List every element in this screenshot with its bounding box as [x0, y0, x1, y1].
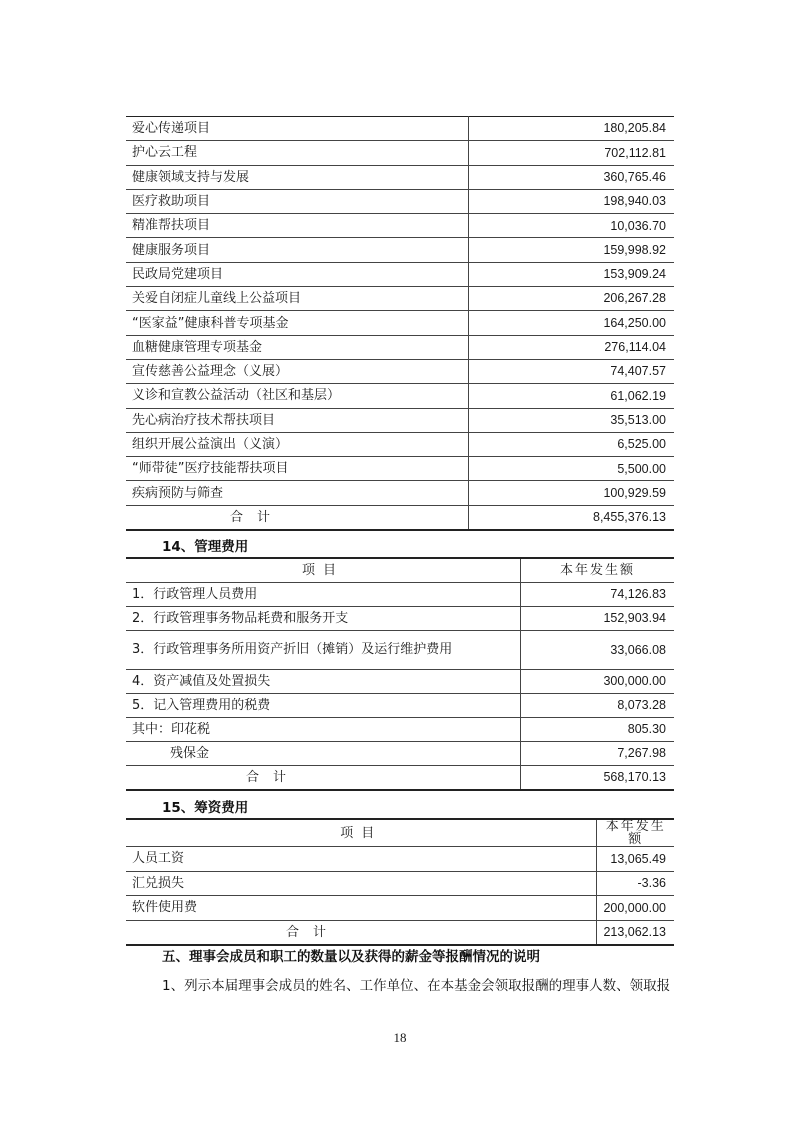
- row-amount: 35,513.00: [469, 408, 675, 432]
- row-amount: 74,407.57: [469, 359, 675, 383]
- total-amount: 213,062.13: [597, 920, 674, 945]
- row-label: “医家益”健康科普专项基金: [126, 311, 469, 335]
- row-amount: 180,205.84: [469, 117, 675, 141]
- row-amount: 805.30: [521, 718, 675, 742]
- header-item: 项目: [126, 558, 521, 583]
- row-label: 民政局党建项目: [126, 262, 469, 286]
- table-row: [126, 359, 674, 383]
- table-row: [126, 583, 674, 607]
- table-row: [126, 141, 674, 165]
- page-number: 18: [393, 1030, 407, 1045]
- table-row: [126, 607, 674, 631]
- row-label: 宣传慈善公益理念（义展）: [126, 359, 469, 383]
- row-label: 组织开展公益演出（义演）: [126, 432, 469, 456]
- row-amount: 5,500.00: [469, 457, 675, 481]
- row-amount: 164,250.00: [469, 311, 675, 335]
- row-label: 其中：印花税: [126, 718, 521, 742]
- section-15-title: 15、筹资费用: [162, 800, 249, 816]
- table-row: [126, 384, 674, 408]
- row-amount: 198,940.03: [469, 189, 675, 213]
- row-label: 疾病预防与筛查: [126, 481, 469, 505]
- table-row: [126, 408, 674, 432]
- total-label: 合计: [126, 766, 521, 791]
- row-label: 血糖健康管理专项基金: [126, 335, 469, 359]
- table-row: [126, 631, 674, 670]
- row-label: 汇兑损失: [126, 871, 597, 896]
- total-label: 合计: [126, 920, 597, 945]
- row-label: 护心云工程: [126, 141, 469, 165]
- row-label: 健康服务项目: [126, 238, 469, 262]
- header-amount: 本年发生额: [521, 558, 675, 583]
- row-label: 软件使用费: [126, 896, 597, 921]
- fundraising-expense-table: [126, 818, 674, 946]
- management-expense-table: [126, 557, 674, 791]
- table-row: [126, 165, 674, 189]
- section-5-paragraph: 1、列示本届理事会成员的姓名、工作单位、在本基金会领取报酬的理事人数、领取报: [162, 978, 671, 994]
- table-row: [126, 287, 674, 311]
- table-row: [126, 117, 674, 141]
- row-amount: 200,000.00: [597, 896, 674, 921]
- row-amount: 702,112.81: [469, 141, 675, 165]
- row-label: 医疗救助项目: [126, 189, 469, 213]
- row-label: 健康领域支持与发展: [126, 165, 469, 189]
- row-label: 人员工资: [126, 847, 597, 872]
- table-row: [126, 742, 674, 766]
- row-amount: 8,073.28: [521, 694, 675, 718]
- total-row: [126, 766, 674, 791]
- row-amount: -3.36: [597, 871, 674, 896]
- row-amount: 10,036.70: [469, 214, 675, 238]
- section-14-title: 14、管理费用: [162, 539, 249, 555]
- table-header-row: [126, 819, 674, 847]
- total-row: [126, 505, 674, 530]
- table-row: [126, 262, 674, 286]
- row-amount: 276,114.04: [469, 335, 675, 359]
- row-amount: 100,929.59: [469, 481, 675, 505]
- section-5-title: 五、理事会成员和职工的数量以及获得的薪金等报酬情况的说明: [162, 949, 540, 965]
- row-amount: 7,267.98: [521, 742, 675, 766]
- row-amount: 300,000.00: [521, 670, 675, 694]
- table-row: [126, 694, 674, 718]
- table-row: [126, 670, 674, 694]
- row-label: 义诊和宣教公益活动（社区和基层）: [126, 384, 469, 408]
- header-amount: 本年发生额: [597, 819, 674, 847]
- row-label: 2．行政管理事务物品耗费和服务开支: [126, 607, 521, 631]
- table-row: [126, 238, 674, 262]
- total-label: 合计: [126, 505, 469, 530]
- row-amount: 61,062.19: [469, 384, 675, 408]
- row-label: 3．行政管理事务所用资产折旧（摊销）及运行维护费用: [126, 631, 521, 670]
- table-row: [126, 718, 674, 742]
- row-amount: 206,267.28: [469, 287, 675, 311]
- table-row: [126, 457, 674, 481]
- project-expense-table: [126, 116, 674, 531]
- row-amount: 74,126.83: [521, 583, 675, 607]
- table-row: [126, 335, 674, 359]
- header-item: 项目: [126, 819, 597, 847]
- table-row: [126, 311, 674, 335]
- row-label: 5．记入管理费用的税费: [126, 694, 521, 718]
- row-label: 先心病治疗技术帮扶项目: [126, 408, 469, 432]
- table-row: [126, 189, 674, 213]
- row-label: 1．行政管理人员费用: [126, 583, 521, 607]
- row-label: 精准帮扶项目: [126, 214, 469, 238]
- table-row: [126, 481, 674, 505]
- table-header-row: [126, 558, 674, 583]
- row-amount: 153,909.24: [469, 262, 675, 286]
- row-amount: 159,998.92: [469, 238, 675, 262]
- row-amount: 13,065.49: [597, 847, 674, 872]
- row-amount: 152,903.94: [521, 607, 675, 631]
- total-amount: 568,170.13: [521, 766, 675, 791]
- row-label: 关爱自闭症儿童线上公益项目: [126, 287, 469, 311]
- row-label: 4．资产减值及处置损失: [126, 670, 521, 694]
- table-row: [126, 847, 674, 872]
- row-amount: 360,765.46: [469, 165, 675, 189]
- table-row: [126, 214, 674, 238]
- total-row: [126, 920, 674, 945]
- table-row: [126, 896, 674, 921]
- table-row: [126, 432, 674, 456]
- total-amount: 8,455,376.13: [469, 505, 675, 530]
- row-amount: 6,525.00: [469, 432, 675, 456]
- table-row: [126, 871, 674, 896]
- row-label: “师带徒”医疗技能帮扶项目: [126, 457, 469, 481]
- row-amount: 33,066.08: [521, 631, 675, 670]
- row-label: 残保金: [126, 742, 521, 766]
- row-label: 爱心传递项目: [126, 117, 469, 141]
